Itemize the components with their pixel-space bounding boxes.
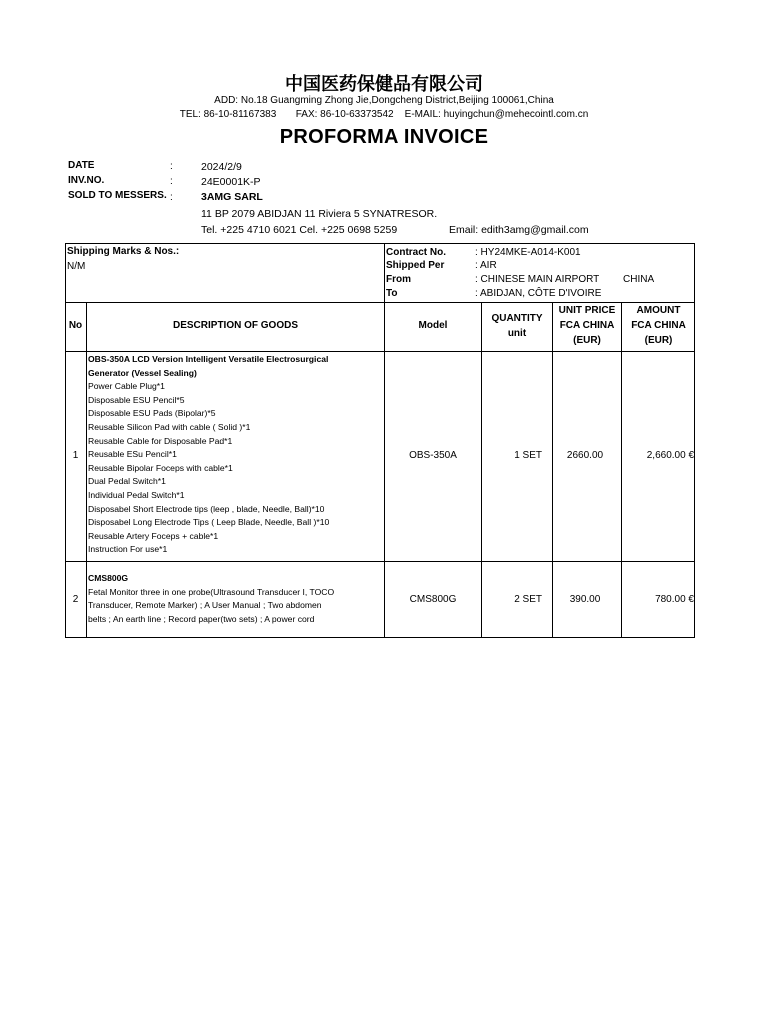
row-2-description [88, 572, 334, 626]
header-unit-price-eur: (EUR) [573, 335, 601, 346]
header-unit-price-fca: FCA CHINA [559, 320, 615, 331]
row-2-quantity: 2 SET [514, 594, 542, 605]
row-2-unit-price: 390.00 [569, 594, 601, 605]
row-1-product-title: OBS-350A LCD Version Intelligent Versatile Electrosurgical [88, 354, 329, 364]
row-1-item: Disposable ESU Pads (Bipolar)*5 [88, 408, 216, 419]
buyer-tel: Tel. +225 4710 6021 Cel. +225 0698 5259 [201, 224, 398, 236]
row-1-amount: 2,660.00 € [646, 450, 694, 461]
inv-value: 24E0001K-P [201, 176, 261, 188]
row-1-item: Reusable Silicon Pad with cable ( Solid )*1 [88, 421, 251, 432]
row-2-item: Transducer, Remote Marker) ; A User Manual ; Two abdomen [88, 600, 322, 611]
row-1-item: Reusable Cable for Disposable Pad*1 [88, 435, 233, 446]
shipped-per-value: : AIR [475, 260, 497, 271]
header-quantity: QUANTITY [491, 313, 543, 324]
row-2-model: CMS800G [409, 594, 457, 605]
buyer-address: 11 BP 2079 ABIDJAN 11 Riviera 5 SYNATRESOR. [201, 208, 438, 220]
header-unit-price: UNIT PRICE [558, 305, 616, 316]
shipping-marks-label: Shipping Marks & Nos.: [67, 246, 180, 257]
from-country: CHINA [623, 274, 655, 285]
shipped-per-label: Shipped Per [386, 260, 445, 271]
row-1-product-subtitle: Generator (Vessel Sealing) [88, 367, 197, 378]
row-1-item: Instruction For use*1 [88, 544, 168, 555]
buyer-email: Email: edith3amg@gmail.com [449, 224, 589, 236]
company-contact: TEL: 86-10-81167383 FAX: 86-10-63373542 E-MAIL: huyingchun@mehecointl.com.cn [179, 109, 589, 120]
header-description: DESCRIPTION OF GOODS [172, 320, 298, 331]
from-label: From [386, 274, 411, 285]
header-amount-eur: (EUR) [644, 335, 673, 346]
row-1-unit-price: 2660.00 [566, 450, 604, 461]
header-amount-fca: FCA CHINA [631, 320, 686, 331]
shipping-marks-value: N/M [67, 261, 86, 272]
buyer-name: 3AMG SARL [201, 191, 263, 203]
row-1-description [88, 353, 329, 557]
row-1-item: Disposabel Long Electrode Tips ( Leep Blade, Needle, Ball )*10 [88, 517, 330, 528]
header-no: No [68, 320, 83, 331]
row-1-model: OBS-350A [409, 450, 457, 461]
row-1-item: Reusable ESu Pencil*1 [88, 449, 177, 460]
invoice-title: PROFORMA INVOICE [279, 126, 489, 148]
header-quantity-unit: unit [507, 328, 527, 339]
header-amount: AMOUNT [636, 305, 681, 316]
header-model: Model [418, 320, 448, 331]
row-1-quantity: 1 SET [514, 450, 542, 461]
row-1-item: Individual Pedal Switch*1 [88, 489, 185, 500]
goods-table [65, 243, 695, 638]
to-value: : ABIDJAN, CÔTE D'IVOIRE [475, 288, 602, 299]
row-2-amount: 780.00 € [655, 594, 694, 605]
contract-value: : HY24MKE-A014-K001 [475, 247, 581, 258]
inv-colon: : [170, 176, 173, 187]
row-1-item: Disposabel Short Electrode tips (leep , blade, Needle, Ball)*10 [88, 503, 325, 514]
from-value: : CHINESE MAIN AIRPORT [475, 274, 600, 285]
row-1-item: Disposable ESU Pencil*5 [88, 394, 185, 405]
sold-to-label: SOLD TO MESSERS. [68, 190, 167, 201]
row-2-item: Fetal Monitor three in one probe(Ultrasound Transducer I, TOCO [88, 586, 335, 597]
row-1-item: Reusable Artery Foceps + cable*1 [88, 530, 219, 541]
inv-label: INV.NO. [68, 175, 105, 186]
to-label: To [386, 288, 398, 299]
row-2-item: belts ; An earth line ; Record paper(two sets) ; A power cord [88, 613, 315, 624]
date-colon: : [170, 161, 173, 172]
sold-to-colon: : [170, 192, 173, 203]
row-2-product-title: CMS800G [88, 573, 129, 583]
row-1-item: Reusable Bipolar Foceps with cable*1 [88, 462, 233, 473]
row-1-no: 1 [72, 450, 79, 461]
contract-label: Contract No. [386, 247, 446, 258]
company-address: ADD: No.18 Guangming Zhong Jie,Dongcheng District,Beijing 100061,China [214, 95, 554, 106]
row-1-item: Dual Pedal Switch*1 [88, 476, 166, 487]
company-name: 中国医药保健品有限公司 [285, 74, 483, 95]
row-2-no: 2 [72, 594, 79, 605]
row-1-item: Power Cable Plug*1 [88, 381, 165, 392]
date-value: 2024/2/9 [201, 161, 242, 173]
date-label: DATE [68, 160, 95, 171]
